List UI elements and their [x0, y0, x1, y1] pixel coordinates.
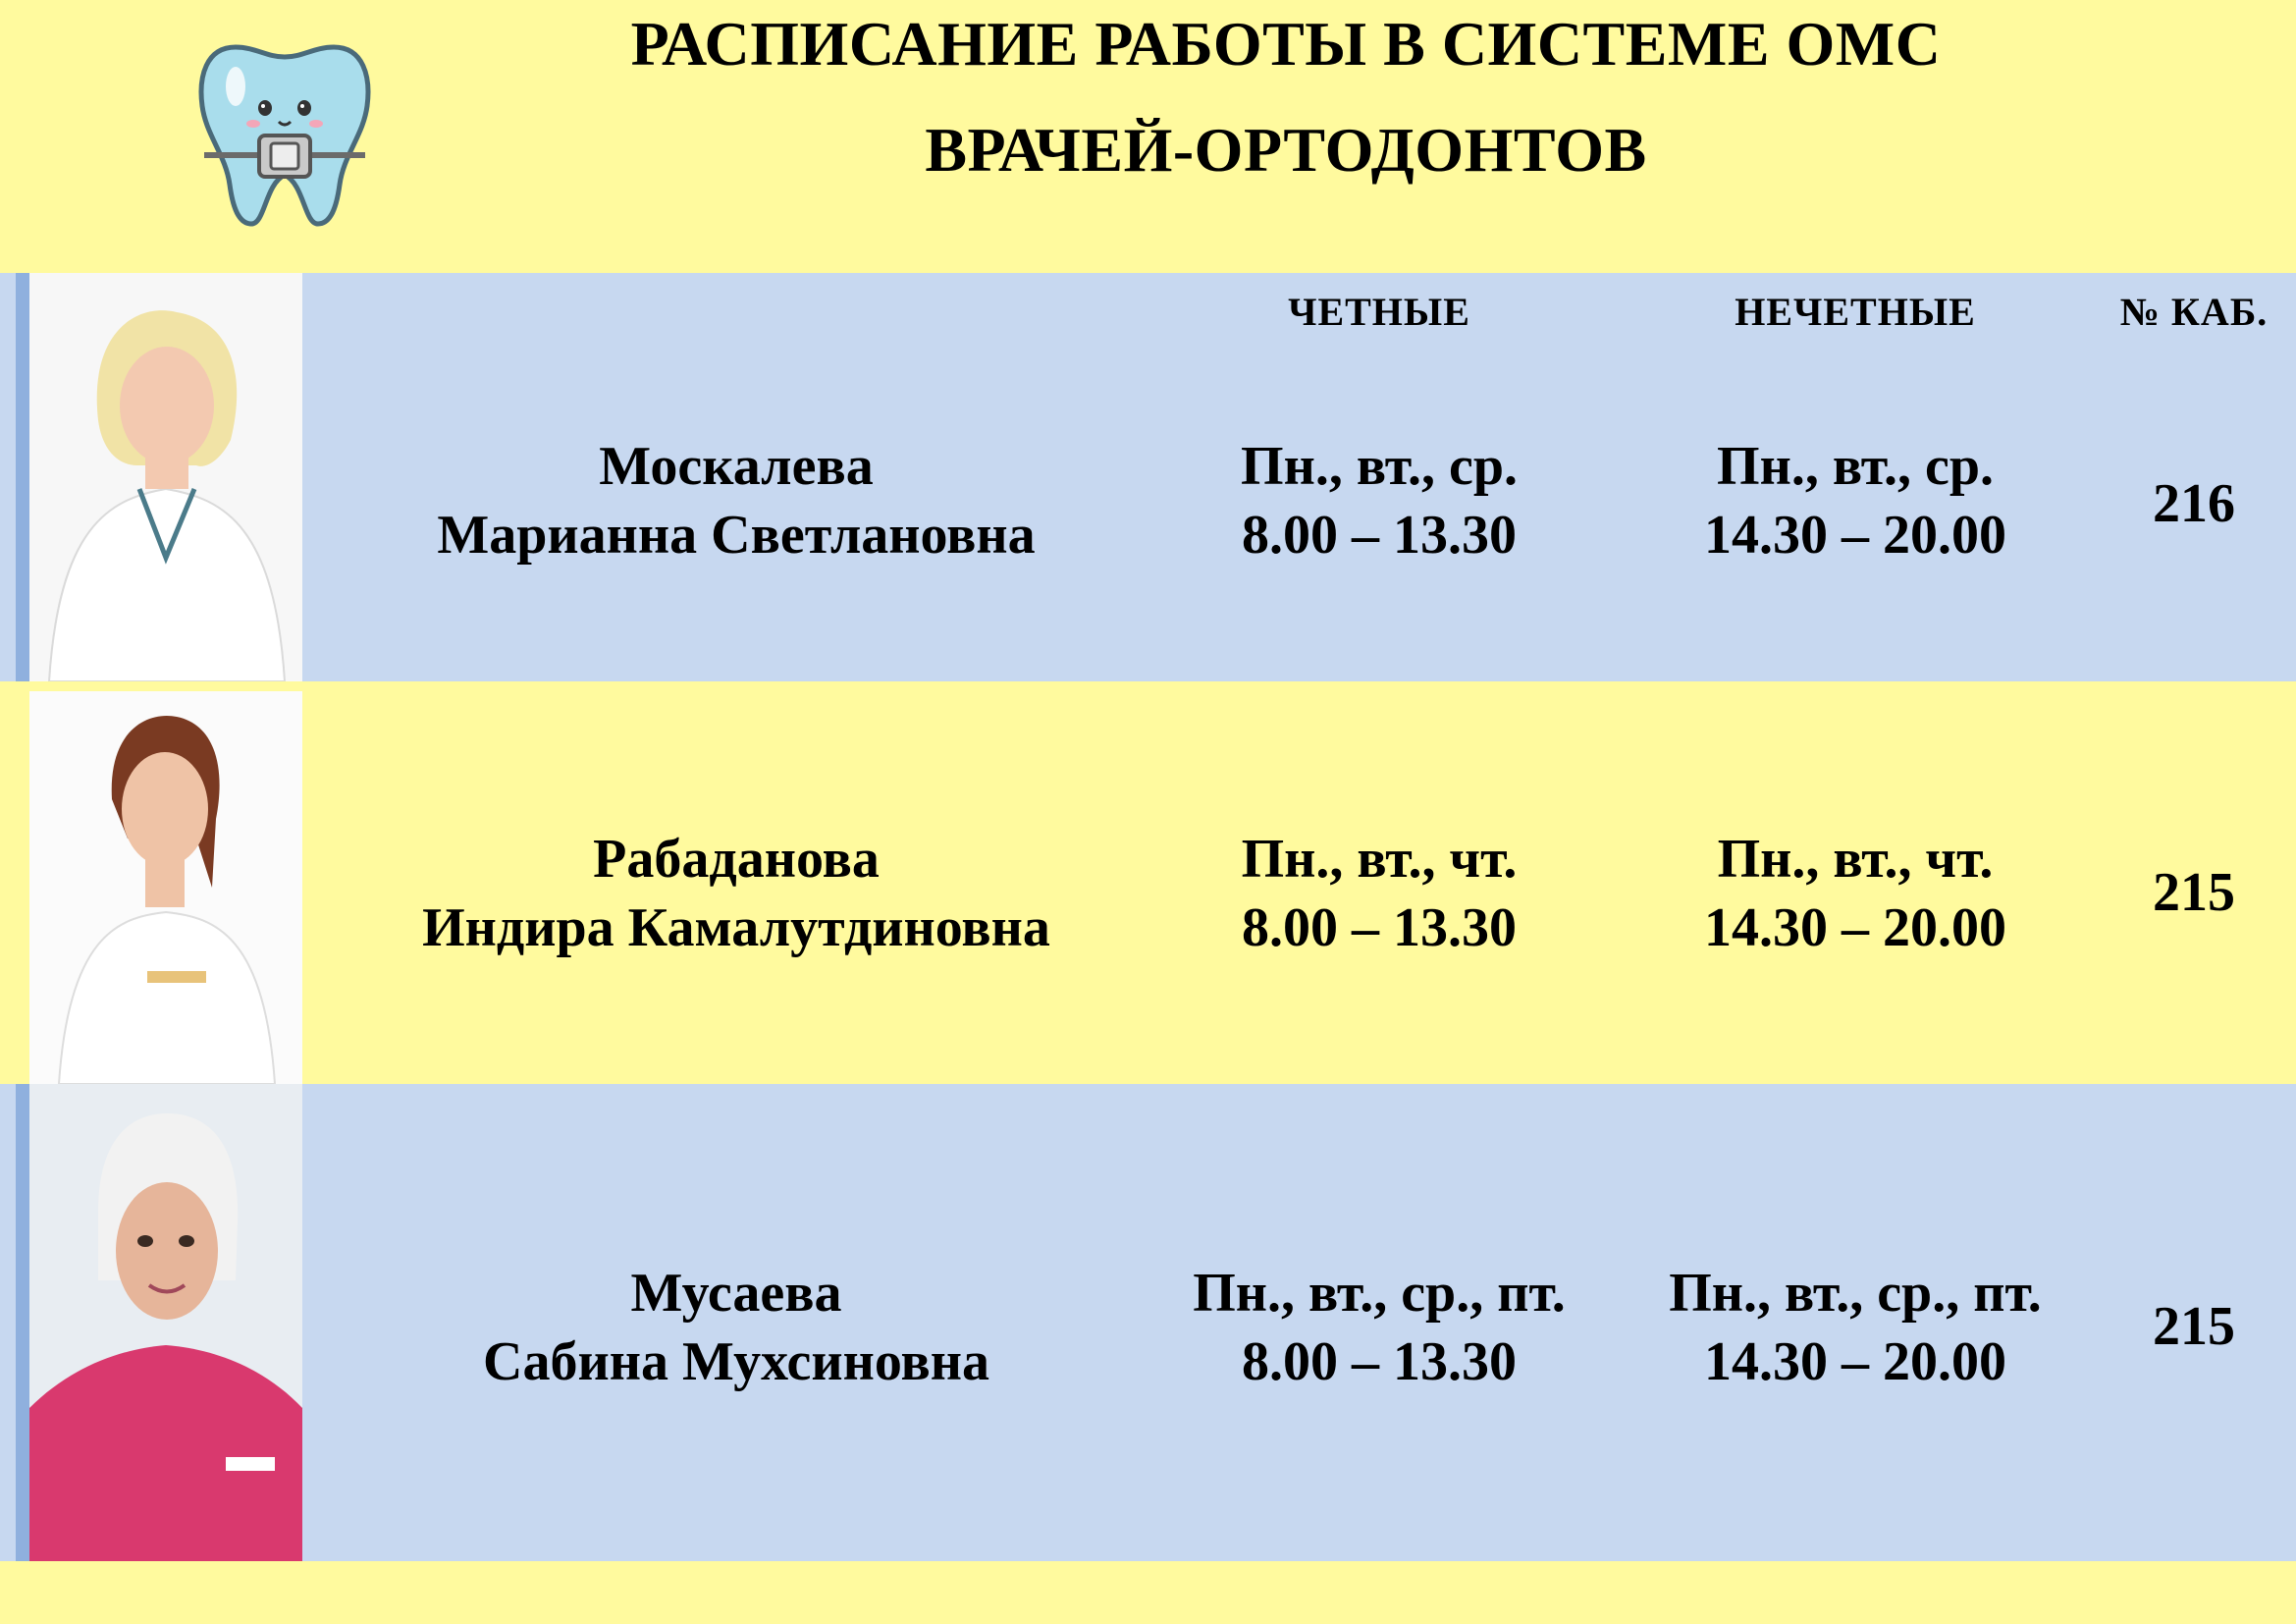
even-days: Пн., вт., чт. — [1241, 829, 1518, 890]
even-schedule — [1158, 1259, 1600, 1396]
doctor-name — [314, 1259, 1158, 1396]
header-odd: НЕЧЕТНЫЕ — [1735, 290, 1976, 334]
page-title: РАСПИСАНИЕ РАБОТЫ В СИСТЕМЕ ОМС — [630, 9, 1942, 79]
room-number: 215 — [2153, 862, 2235, 923]
tooth-braces-icon — [196, 37, 373, 230]
doctor-surname: Мусаева — [630, 1263, 842, 1324]
header-even: ЧЕТНЫЕ — [1288, 290, 1470, 334]
doctor-given-name: Марианна Светлановна — [437, 505, 1036, 566]
doctor-name — [314, 432, 1158, 569]
doctor-name — [314, 825, 1158, 962]
odd-time: 14.30 – 20.00 — [1704, 1331, 2006, 1392]
doctor-surname: Москалева — [599, 436, 874, 497]
schedule-row — [0, 681, 2296, 1082]
even-time: 8.00 – 13.30 — [1242, 897, 1517, 958]
even-schedule — [1158, 432, 1600, 569]
row-accent-bar — [16, 1084, 29, 1561]
schedule-row — [0, 273, 2296, 681]
row-accent-bar — [16, 681, 29, 1082]
even-time: 8.00 – 13.30 — [1242, 505, 1517, 566]
odd-schedule — [1620, 432, 2091, 569]
odd-schedule — [1620, 825, 2091, 962]
row-accent-bar — [16, 273, 29, 681]
doctor-surname: Рабаданова — [593, 829, 880, 890]
schedule-row — [0, 1084, 2296, 1561]
doctor-given-name: Сабина Мухсиновна — [483, 1331, 989, 1392]
odd-days: Пн., вт., чт. — [1717, 829, 1994, 890]
room-number: 216 — [2153, 473, 2235, 534]
doctor-photo — [29, 1084, 302, 1561]
room-number: 215 — [2153, 1296, 2235, 1357]
page-subtitle: ВРАЧЕЙ-ОРТОДОНТОВ — [925, 115, 1647, 185]
odd-schedule — [1620, 1259, 2091, 1396]
even-days: Пн., вт., ср. — [1241, 436, 1518, 497]
doctor-given-name: Индира Камалутдиновна — [422, 897, 1050, 958]
doctor-photo — [29, 691, 302, 1084]
odd-time: 14.30 – 20.00 — [1704, 505, 2006, 566]
even-time: 8.00 – 13.30 — [1242, 1331, 1517, 1392]
odd-days: Пн., вт., ср., пт. — [1669, 1263, 2042, 1324]
odd-days: Пн., вт., ср. — [1717, 436, 1994, 497]
even-days: Пн., вт., ср., пт. — [1193, 1263, 1566, 1324]
odd-time: 14.30 – 20.00 — [1704, 897, 2006, 958]
even-schedule — [1158, 825, 1600, 962]
doctor-photo — [29, 273, 302, 681]
header-room: № КАБ. — [2119, 290, 2269, 334]
